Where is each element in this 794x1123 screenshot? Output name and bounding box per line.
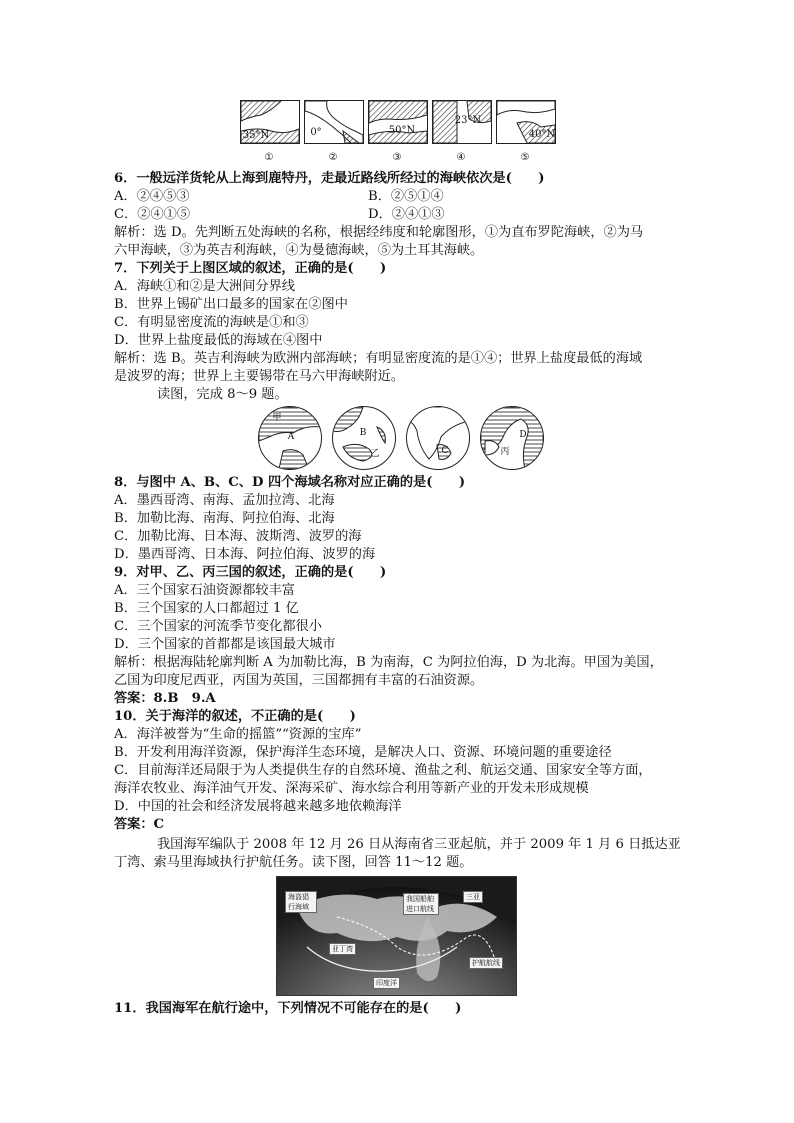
sea-circle-maps-figure [258,406,548,472]
q8-option-d: D．墨西哥湾、日本海、阿拉伯海、波罗的海 [114,547,376,562]
strait-num-3: ③ [392,152,402,163]
q6-option-d: D．②④①③ [368,207,445,222]
strait-map-2 [304,100,364,144]
q9-option-a: A．三个国家石油资源都较丰富 [114,583,295,598]
q9-option-b: B．三个国家的人口都超过 1 亿 [114,601,299,616]
strait-num-2: ② [328,152,338,163]
q10-answer: 答案：C [114,817,165,832]
circle-map-b [332,406,396,470]
q10-option-b: B．开发利用海洋资源，保护海洋生态环境，是解决人口、资源、环境问题的重要途径 [114,745,612,760]
q9-option-d: D．三个国家的首都都是该国最大城市 [114,637,336,652]
sanya-label: 三亚 [463,891,483,903]
strait-lat-5: 40°N [528,129,556,140]
strait-num-1: ① [264,152,274,163]
q9-option-c: C．三个国家的河流季节变化都很小 [114,619,322,634]
strait-num-5: ⑤ [520,152,530,163]
label-b: B [359,428,367,438]
strait-map-3 [368,100,428,144]
label-a: A [287,432,295,442]
strait-map-1 [240,100,300,144]
strait-map-5 [496,100,556,144]
strait-num-4: ④ [456,152,466,163]
q7-explanation-2: 是波罗的海；世界上主要锡带在马六甲海峡附近。 [114,369,405,384]
q6-option-b: B．②⑤①④ [368,189,444,204]
q11-12-intro-1: 我国海军编队于 2008 年 12 月 26 日从海南省三亚起航，并于 2009 年 1 月 6 日抵达亚 [157,837,681,852]
strait-lat-3: 50°N [388,125,416,136]
q7-option-b: B．世界上锡矿出口最多的国家在②图中 [114,297,348,312]
q10-option-a: A．海洋被誉为“生命的摇篮”“资源的宝库” [114,727,362,742]
q8-option-b: B．加勒比海、南海、阿拉伯海、北海 [114,511,335,526]
label-yi: 乙 [370,449,380,459]
pirate-area-label: 海盗猖行海域 [285,891,317,913]
circle-map-c [406,406,470,470]
q7-option-c: C．有明显密度流的海峡是①和③ [114,315,309,330]
q10-option-c-1: C．目前海洋还局限于为人类提供生存的自然环境、渔盐之利、航运交通、国家安全等方面， [114,763,652,778]
q8-option-c: C．加勒比海、日本海、波斯湾、波罗的海 [114,529,362,544]
label-jia: 甲 [272,413,282,423]
import-route-label: 我国船舶进口航线 [403,893,439,915]
aden-label: 亚丁湾 [329,943,356,955]
q10-stem: 10．关于海洋的叙述，不正确的是( ) [114,709,356,724]
q7-option-a: A．海峡①和②是大洲间分界线 [114,279,295,294]
q8-option-a: A．墨西哥湾、南海、孟加拉湾、北海 [114,493,335,508]
q7-explanation-1: 解析：选 B。英吉利海峡为欧洲内部海峡；有明显密度流的是①④；世界上盐度最低的海域 [114,351,643,366]
escort-route-map [276,876,517,996]
q7-stem: 7．下列关于上图区域的叙述，正确的是( ) [114,261,387,276]
q8-9-answer: 答案：8.B 9.A [114,691,216,706]
q6-option-c: C．②④①⑤ [114,207,191,222]
q6-explanation-2: 六甲海峡，③为英吉利海峡，④为曼德海峡，⑤为土耳其海峡。 [114,243,484,258]
q11-stem: 11．我国海军在航行途中，下列情况不可能存在的是( ) [114,1001,462,1016]
q6-stem: 6．一般远洋货轮从上海到鹿特丹，走最近路线所经过的海峡依次是( ) [114,171,545,186]
q9-stem: 9．对甲、乙、丙三国的叙述，正确的是( ) [114,565,387,580]
q9-explanation-2: 乙国为印度尼西亚，丙国为英国，三国都拥有丰富的石油资源。 [114,673,484,688]
q11-12-intro-2: 丁湾、索马里海域执行护航任务。读下图，回答 11～12 题。 [114,855,473,870]
strait-lat-4: 23°N [454,115,482,126]
q6-explanation-1: 解析：选 D。先判断五处海峡的名称，根据经纬度和轮廓图形，①为直布罗陀海峡，②为马 [114,225,644,240]
q7-option-d: D．世界上盐度最低的海域在④图中 [114,333,323,348]
label-c: C [441,446,449,456]
strait-map-4 [432,100,492,144]
q10-option-c-2: 海洋农牧业、海洋油气开发、深海采矿、海水综合利用等新产业的开发未形成规模 [114,781,589,796]
q6-option-a: A．②④⑤③ [114,189,190,204]
q8-stem: 8．与图中 A、B、C、D 四个海域名称对应正确的是( ) [114,475,466,490]
strait-lat-1: 35°N [242,130,270,141]
q9-explanation-1: 解析：根据海陆轮廓判断 A 为加勒比海，B 为南海，C 为阿拉伯海，D 为北海。甲国为美国， [114,655,663,670]
label-bing: 丙 [500,447,510,457]
label-d: D [519,430,527,440]
q10-option-d: D．中国的社会和经济发展将越来越多地依赖海洋 [114,799,402,814]
indian-ocean-label: 印度洋 [373,977,400,989]
strait-maps-figure [240,100,560,166]
q8-9-intro: 读图，完成 8～9 题。 [157,387,288,402]
strait-lat-2: 0° [310,127,322,138]
escort-route-label: 护航航线 [469,957,503,969]
